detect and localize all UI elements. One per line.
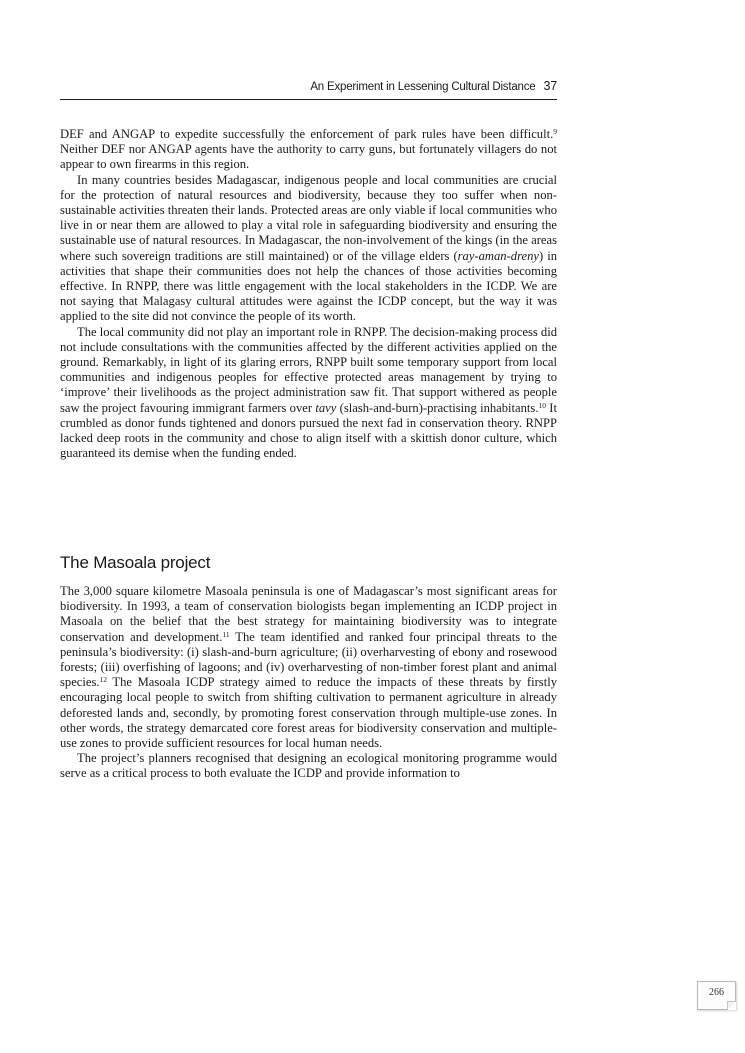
page-number: 37 [543,79,557,93]
paragraph [60,127,557,173]
page-number-stamp [697,981,736,1010]
text-run: The local community did not play an important role in RNPP. The decision-making process did not include consultations with the communities affected by the different activities applied on the ground. Remarkably, in light of its glaring errors, RNPP built some temporary support from local communities and indigenous peoples for effective protected areas management by trying to ‘improve’ their livelihoods as the project administration saw fit. That support withered as people saw the project favouring immigrant farmers over [60,324,558,415]
footnote-ref[interactable]: 11 [222,629,230,639]
paragraph [60,173,557,325]
body-text-section-2 [60,584,557,782]
footnote-ref[interactable]: 9 [553,127,557,136]
paragraph [60,584,557,751]
body-text [60,127,557,461]
text-run: In many countries besides Madagascar, indigenous people and local communities are crucial for the protection of natural resources and biodiversity, because they too suffer when non-sustainable activities threaten their lands. Protected areas are only viable if local communities who live in or near them are allowed to play a vital role in safeguarding biodiversity and ensuring the sustainable use of natural resources. In Madagascar, the non-involvement of the kings (in the areas where such sovereign traditions are still maintained) or of the village elders ( [60,172,557,263]
text-run: The 3,000 square kilometre Masoala peninsula is one of Madagascar’s most significant areas for biodiversity. In 1993, a team of conservation biologists began implementing an ICDP project in Masoala on the belief that the best strategy for maintaining biodiversity was to integrate conservation and development. [60,584,557,644]
italic-term: tavy [315,400,337,415]
paragraph [60,751,557,781]
text-run: DEF and ANGAP to expedite successfully the enforcement of park rules have been difficult. [60,127,554,141]
header-rule [60,99,557,100]
text-run: Neither DEF nor ANGAP agents have the authority to carry guns, but fortunately villagers do not appear to own firearms in this region. [60,142,557,172]
text-run: The team identified and ranked four principal threats to the peninsula’s biodiversity: (i) slash-and-burn agriculture; (ii) overharvesting of ebony and rosewood forests; (iii) overfishing of lagoons; and (iv) overharvesting of non-timber forest plant and animal species. [60,629,557,690]
footnote-ref[interactable]: 12 [99,675,108,685]
text-run: (slash-and-burn)-practising inhabitants. [336,400,539,415]
section-heading: The Masoala project [60,553,211,572]
page-curl-icon [727,1001,736,1010]
stamp-number: 266 [709,987,724,998]
text-run: The Masoala ICDP strategy aimed to reduce the impacts of these threats by firstly encouraging local people to switch from shifting cultivation to permanent agriculture in already deforested lands and, secondly, by promoting forest conservation through multiple-use zones. In other words, the strategy demarcated core forest areas for biodiversity conservation and multiple-use zones to provide sufficient resources for local human needs. [60,675,557,751]
paragraph [60,325,557,462]
text-run: The project’s planners recognised that designing an ecological monitoring programme would serve as a critical process to both evaluate the ICDP and provide information to [60,751,557,781]
italic-term: ray-aman-dreny [457,248,540,263]
text-run: It crumbled as donor funds tightened and donors pursued the next fad in conservation theory. RNPP lacked deep roots in the community and chose to align itself with a skittish donor culture, which guaranteed its demise when the funding ended. [60,400,557,461]
running-header-title: An Experiment in Lessening Cultural Distance [310,81,536,93]
running-header [60,79,557,94]
footnote-ref[interactable]: 10 [538,400,546,410]
text-run: ) in activities that shape their communities does not help the chances of those activities becoming effective. In RNPP, there was little engagement with the local stakeholders in the ICDP. We are not saying that Malagasy cultural attitudes were against the ICDP concept, but the way it was applied to the site did not convince the people of its worth. [60,248,557,324]
